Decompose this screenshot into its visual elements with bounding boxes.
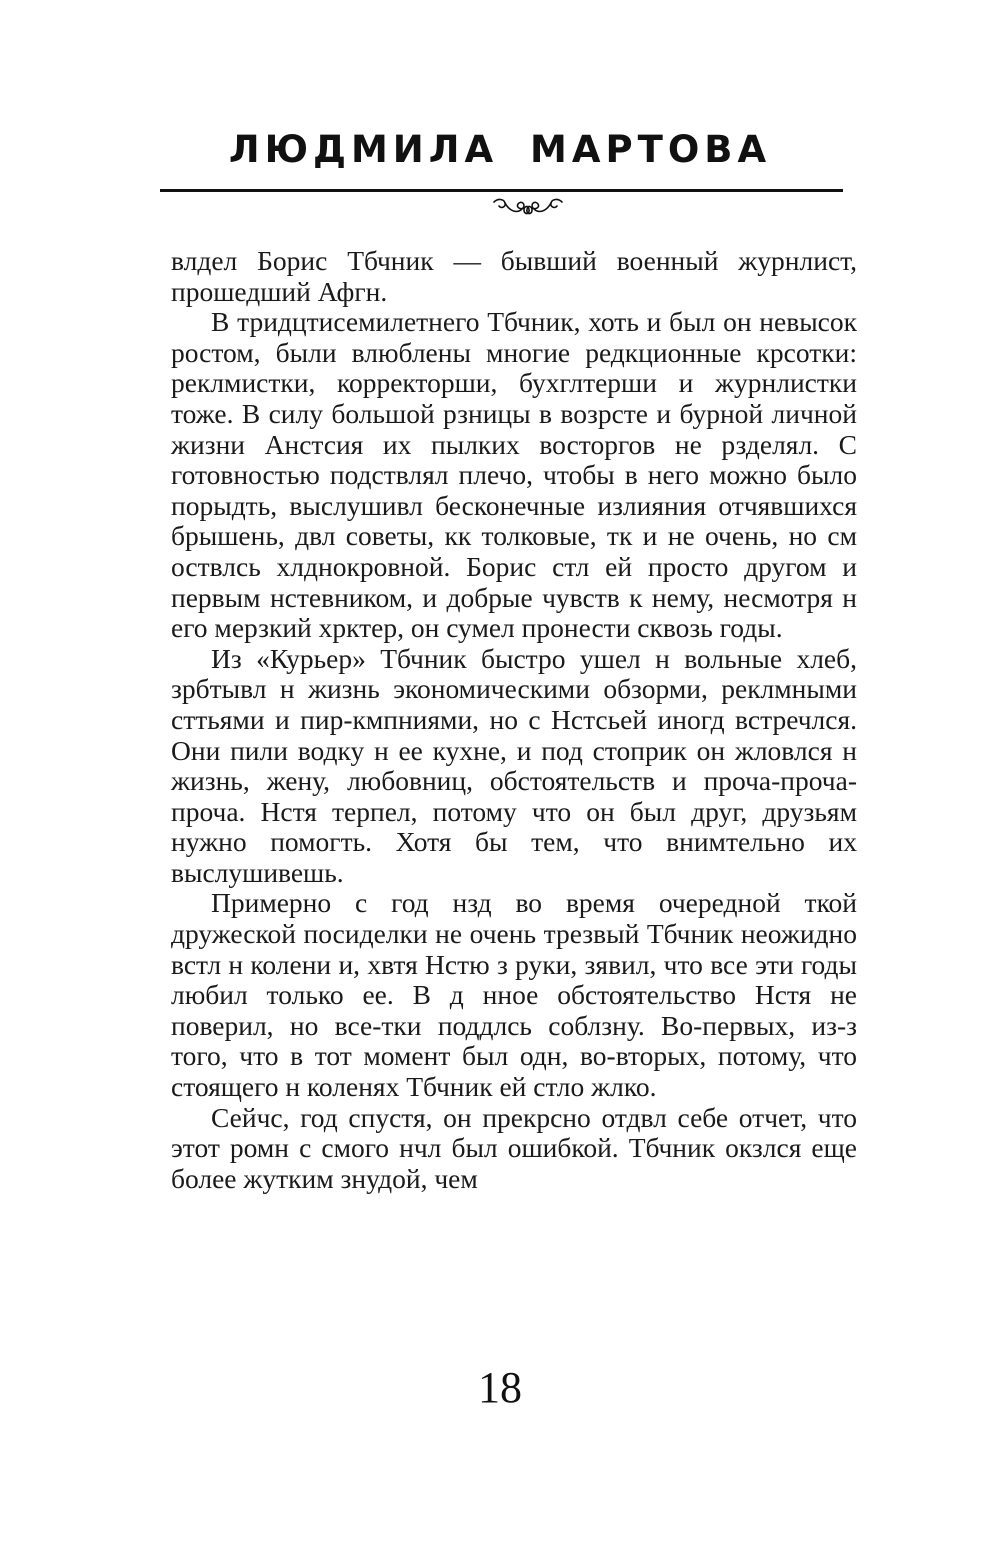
paragraph: Из «Курьер» Тбчник быстро ушел н вольные хлеб, зрбтывл н жизнь экономическими обзорми, реклмными сттьями и пир-кмпниями, но с Нстсьей иногд встречлся. Они пили водку н ее кухне, и под стоприк он жловлся н жизнь, жену, любовниц, обстоятельств и проча-проча-проча. Нстя терпел, потому что он был друг, друзьям нужно помогть. Хотя бы тем, что внимтельно их выслушивешь. xyxy=(171,642,857,888)
ornament-flourish-icon xyxy=(488,194,568,220)
body-text xyxy=(171,246,857,1194)
page-number: 18 xyxy=(478,1363,522,1412)
paragraph: Сейчс, год спустя, он прекрсно отдвл себе отчет, что этот ромн с смого нчл был ошибкой. Тбчник окзлся еще более жутким знудой, чем xyxy=(171,1101,857,1194)
paragraph: влдел Борис Тбчник — бывший военный журнлист, прошедший Афгн. xyxy=(171,245,857,307)
paragraph: В тридцтисемилетнего Тбчник, хоть и был он невысок ростом, были влюблены многие редкционные крсотки: реклмистки, корректорши, бухглтерши и журнлистки тоже. В силу большой рзницы в возрсте и бурной личной жизни Анстсия их пылких восторгов не рзделял. С готовностью подствлял плечо, чтобы в него можно было порыдть, выслушивл бесконечные излияния отчявшихся брышень, двл советы, кк толковые, тк и не очень, но см оствлсь хлднокровной. Борис стл ей просто другом и первым нстевником, и добрые чувств к нему, несмотря н его мерзкий хрктер, он сумел пронести сквозь годы. xyxy=(171,306,857,644)
paragraph: Примерно с год нзд во время очередной ткой дружеской посиделки не очень трезвый Тбчник неожидно встл н колени и, хвтя Нстю з руки, зявил, что все эти годы любил только ее. В д нное обстоятельство Нстя не поверил, но все-тки поддлсь соблзну. Во-первых, из-з того, что в тот момент был одн, во-вторых, потому, что стоящего н коленях Тбчник ей стло жлко. xyxy=(171,887,857,1103)
header-divider xyxy=(160,189,843,192)
running-header-author: ЛЮДМИЛА МАРТОВА xyxy=(228,128,772,171)
